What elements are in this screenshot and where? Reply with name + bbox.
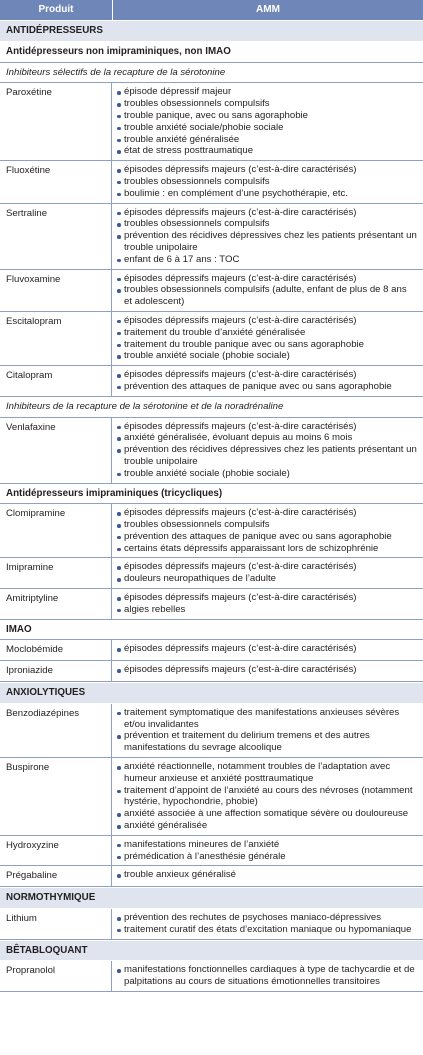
indication-list — [116, 761, 417, 832]
indication-list — [116, 369, 417, 393]
indication-item: épisodes dépressifs majeurs (c’est-à-dire caractérisés) — [116, 592, 417, 604]
table-header — [0, 0, 423, 20]
table-row — [0, 589, 423, 620]
indication-item: prévention des récidives dépressives chez les patients présentant un trouble unipolaire — [116, 230, 417, 254]
table-row — [0, 418, 423, 484]
product-name: Fluoxétine — [0, 161, 112, 202]
drug-family-title: Inhibiteurs de la recapture de la sérotonine et de la noradrénaline — [0, 397, 423, 418]
product-name: Venlafaxine — [0, 418, 112, 483]
indications-cell — [112, 366, 423, 396]
indication-item: trouble anxiété sociale (phobie sociale) — [116, 468, 417, 480]
indication-item: état de stress posttraumatique — [116, 145, 417, 157]
indications-cell — [112, 640, 423, 660]
indications-cell — [112, 836, 423, 866]
indication-list — [116, 707, 417, 754]
indications-cell — [112, 558, 423, 588]
indication-item: épisodes dépressifs majeurs (c’est-à-dire caractérisés) — [116, 273, 417, 285]
table-row — [0, 704, 423, 758]
indication-list — [116, 592, 417, 616]
indication-list — [116, 964, 417, 988]
table-row — [0, 161, 423, 203]
indication-item: épisode dépressif majeur — [116, 86, 417, 98]
indications-cell — [112, 866, 423, 886]
product-name: Propranolol — [0, 961, 112, 991]
indications-cell — [112, 589, 423, 619]
indication-item: prévention des récidives dépressives chez les patients présentant un trouble unipolaire — [116, 444, 417, 468]
product-name: Paroxétine — [0, 83, 112, 160]
indication-item: troubles obsessionnels compulsifs — [116, 218, 417, 230]
indication-item: manifestations fonctionnelles cardiaques à type de tachycardie et de palpitations au cours de situations émotionnelles transitoires — [116, 964, 417, 988]
indication-item: algies rebelles — [116, 604, 417, 616]
product-name: Prégabaline — [0, 866, 112, 886]
table-row — [0, 312, 423, 366]
indication-list — [116, 207, 417, 266]
section-title: ANTIDÉPRESSEURS — [0, 20, 423, 42]
indication-item: troubles obsessionnels compulsifs (adulte, enfant de plus de 8 ans et adolescent) — [116, 284, 417, 308]
table-row — [0, 204, 423, 270]
indications-cell — [112, 204, 423, 269]
product-name: Buspirone — [0, 758, 112, 835]
indications-cell — [112, 161, 423, 202]
indications-cell — [112, 312, 423, 365]
indications-cell — [112, 418, 423, 483]
indication-item: épisodes dépressifs majeurs (c’est-à-dire caractérisés) — [116, 164, 417, 176]
indication-item: prévention des attaques de panique avec ou sans agoraphobie — [116, 531, 417, 543]
indications-cell — [112, 758, 423, 835]
subsection-title: Antidépresseurs non imipraminiques, non IMAO — [0, 42, 423, 63]
section-title: BÊTABLOQUANT — [0, 940, 423, 962]
header-product: Produit — [0, 0, 113, 20]
product-name: Citalopram — [0, 366, 112, 396]
indication-item: épisodes dépressifs majeurs (c’est-à-dire caractérisés) — [116, 664, 417, 676]
table-row — [0, 661, 423, 682]
indication-list — [116, 421, 417, 480]
indication-item: épisodes dépressifs majeurs (c’est-à-dire caractérisés) — [116, 643, 417, 655]
table-row — [0, 270, 423, 312]
product-name: Amitriptyline — [0, 589, 112, 619]
indications-cell — [112, 909, 423, 939]
indication-item: anxiété généralisée, évoluant depuis au moins 6 mois — [116, 432, 417, 444]
section-title: NORMOTHYMIQUE — [0, 887, 423, 909]
table-body — [0, 20, 423, 992]
indication-item: prévention des attaques de panique avec ou sans agoraphobie — [116, 381, 417, 393]
indication-item: prévention et traitement du delirium tremens et des autres manifestations du sevrage alcoolique — [116, 730, 417, 754]
indication-list — [116, 839, 417, 863]
indication-item: anxiété réactionnelle, notamment troubles de l’adaptation avec humeur anxieuse et anxiété posttraumatique — [116, 761, 417, 785]
indication-item: traitement du trouble panique avec ou sans agoraphobie — [116, 339, 417, 351]
table-row — [0, 366, 423, 397]
indication-item: épisodes dépressifs majeurs (c’est-à-dire caractérisés) — [116, 507, 417, 519]
table-row — [0, 866, 423, 887]
indications-cell — [112, 83, 423, 160]
product-name: Benzodiazépines — [0, 704, 112, 757]
product-name: Fluvoxamine — [0, 270, 112, 311]
indications-cell — [112, 961, 423, 991]
table-row — [0, 504, 423, 558]
indication-list — [116, 164, 417, 199]
indication-item: traitement du trouble d’anxiété généralisée — [116, 327, 417, 339]
indication-item: anxiété associée à une affection somatique sévère ou douloureuse — [116, 808, 417, 820]
indication-item: épisodes dépressifs majeurs (c’est-à-dire caractérisés) — [116, 421, 417, 433]
table-row — [0, 961, 423, 992]
drug-family-title: Inhibiteurs sélectifs de la recapture de la sérotonine — [0, 63, 423, 84]
product-name: Iproniazide — [0, 661, 112, 681]
indication-item: épisodes dépressifs majeurs (c’est-à-dire caractérisés) — [116, 369, 417, 381]
indication-list — [116, 664, 417, 676]
indication-item: épisodes dépressifs majeurs (c’est-à-dire caractérisés) — [116, 315, 417, 327]
product-name: Imipramine — [0, 558, 112, 588]
table-row — [0, 640, 423, 661]
table-row — [0, 758, 423, 836]
indication-item: troubles obsessionnels compulsifs — [116, 176, 417, 188]
indication-list — [116, 561, 417, 585]
product-name: Clomipramine — [0, 504, 112, 557]
indication-item: trouble panique, avec ou sans agoraphobie — [116, 110, 417, 122]
indication-item: douleurs neuropathiques de l’adulte — [116, 573, 417, 585]
indication-list — [116, 86, 417, 157]
indication-item: trouble anxieux généralisé — [116, 869, 417, 881]
indication-item: trouble anxiété sociale/phobie sociale — [116, 122, 417, 134]
product-name: Sertraline — [0, 204, 112, 269]
indication-item: prévention des rechutes de psychoses maniaco-dépressives — [116, 912, 417, 924]
indication-item: prémédication à l’anesthésie générale — [116, 851, 417, 863]
indication-item: manifestations mineures de l’anxiété — [116, 839, 417, 851]
table-row — [0, 558, 423, 589]
subsection-title: IMAO — [0, 620, 423, 641]
indications-cell — [112, 270, 423, 311]
table-row — [0, 836, 423, 867]
indication-item: épisodes dépressifs majeurs (c’est-à-dire caractérisés) — [116, 561, 417, 573]
indication-item: certains états dépressifs apparaissant lors de schizophrénie — [116, 543, 417, 555]
product-name: Hydroxyzine — [0, 836, 112, 866]
indication-item: enfant de 6 à 17 ans : TOC — [116, 254, 417, 266]
product-name: Moclobémide — [0, 640, 112, 660]
table-row — [0, 83, 423, 161]
indication-list — [116, 912, 417, 936]
indications-cell — [112, 704, 423, 757]
header-amm: AMM — [256, 4, 280, 16]
indication-item: trouble anxiété sociale (phobie sociale) — [116, 350, 417, 362]
indication-list — [116, 869, 417, 881]
indication-item: traitement curatif des états d’excitation maniaque ou hypomaniaque — [116, 924, 417, 936]
indication-list — [116, 315, 417, 362]
indication-item: anxiété généralisée — [116, 820, 417, 832]
indication-item: épisodes dépressifs majeurs (c’est-à-dire caractérisés) — [116, 207, 417, 219]
indication-item: troubles obsessionnels compulsifs — [116, 519, 417, 531]
indication-item: troubles obsessionnels compulsifs — [116, 98, 417, 110]
product-name: Escitalopram — [0, 312, 112, 365]
subsection-title: Antidépresseurs imipraminiques (tricycliques) — [0, 484, 423, 505]
indications-cell — [112, 661, 423, 681]
indication-list — [116, 507, 417, 554]
table-row — [0, 909, 423, 940]
indication-item: traitement symptomatique des manifestations anxieuses sévères et/ou invalidantes — [116, 707, 417, 731]
section-title: ANXIOLYTIQUES — [0, 682, 423, 704]
indications-cell — [112, 504, 423, 557]
indication-list — [116, 643, 417, 655]
indication-item: trouble anxiété généralisée — [116, 134, 417, 146]
product-name: Lithium — [0, 909, 112, 939]
indication-item: boulimie : en complément d’une psychothérapie, etc. — [116, 188, 417, 200]
indication-list — [116, 273, 417, 308]
indication-item: traitement d’appoint de l’anxiété au cours des névroses (notamment hystérie, hypochondrie, phobie) — [116, 785, 417, 809]
